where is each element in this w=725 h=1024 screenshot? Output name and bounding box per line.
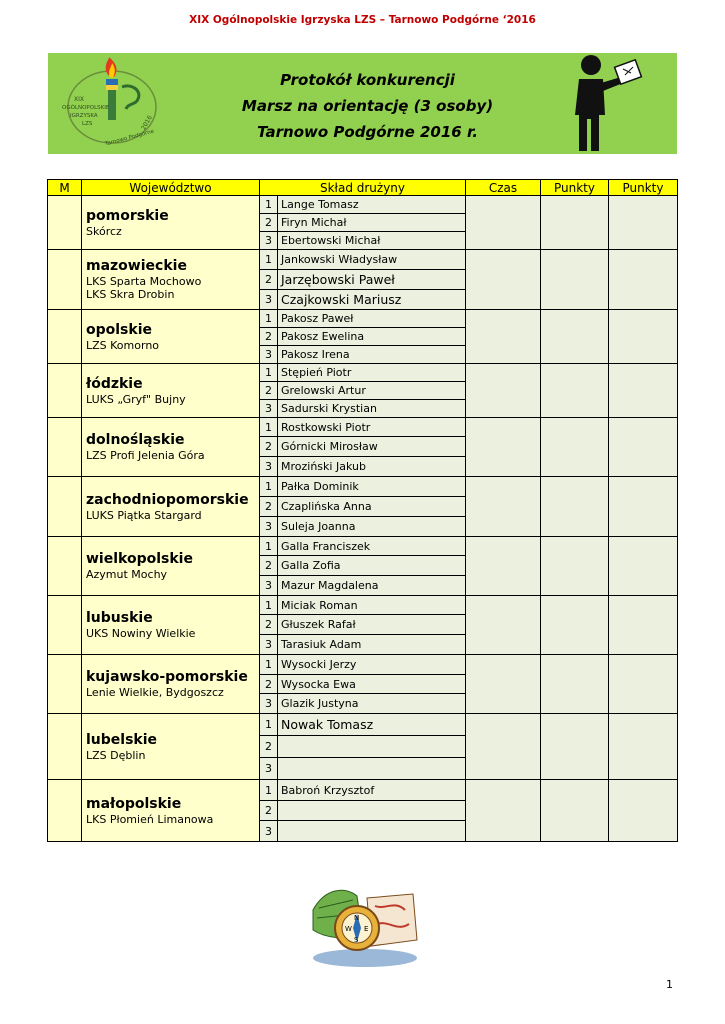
svg-text:E: E [364, 925, 369, 933]
points-cell-2[interactable] [609, 310, 678, 364]
voivodeship-cell [82, 780, 260, 842]
points-cell-2[interactable] [609, 714, 678, 780]
table-row [48, 418, 678, 437]
points-cell-1[interactable] [541, 418, 609, 477]
table-row [48, 196, 678, 214]
member-number: 2 [260, 497, 278, 517]
banner-line-3: Tarnowo Podgórne 2016 r. [257, 123, 478, 141]
member-number: 2 [260, 615, 278, 635]
member-number: 2 [260, 214, 278, 232]
member-name [278, 758, 466, 780]
logo-text-xix: XIX [74, 96, 84, 103]
table-row [48, 655, 678, 675]
member-number: 1 [260, 310, 278, 328]
place-cell [48, 780, 82, 842]
col-header-points-1: Punkty [541, 180, 609, 196]
points-cell-1[interactable] [541, 537, 609, 596]
member-name: Galla Franciszek [278, 537, 466, 556]
voivodeship-cell [82, 418, 260, 477]
member-name: Czaplińska Anna [278, 497, 466, 517]
club-name: LZS Dęblin [86, 748, 146, 762]
voivodeship-cell [82, 655, 260, 714]
member-name: Suleja Joanna [278, 517, 466, 537]
member-number: 1 [260, 250, 278, 270]
member-name: Pakosz Paweł [278, 310, 466, 328]
logo-text-place: Tarnowo Podgórne [104, 128, 155, 148]
member-name: Wysocki Jerzy [278, 655, 466, 675]
points-cell-2[interactable] [609, 364, 678, 418]
member-number: 2 [260, 382, 278, 400]
voivodeship-name: wielkopolskie [86, 551, 193, 567]
points-cell-1[interactable] [541, 196, 609, 250]
place-cell [48, 196, 82, 250]
time-cell[interactable] [466, 310, 541, 364]
col-header-m: M [48, 180, 82, 196]
svg-text:N: N [354, 914, 360, 922]
member-number: 1 [260, 364, 278, 382]
member-name: Wysocka Ewa [278, 675, 466, 694]
logo-text-year: 2016 [140, 114, 154, 132]
banner-title [178, 67, 557, 145]
voivodeship-cell [82, 714, 260, 780]
member-name: Pakosz Irena [278, 346, 466, 364]
club-name: LKS Skra Drobin [86, 288, 175, 301]
club-name: LKS Sparta Mochowo [86, 275, 202, 288]
col-header-time: Czas [466, 180, 541, 196]
svg-text:S: S [354, 936, 359, 944]
club-name: LUKS „Gryf" Bujny [86, 392, 186, 406]
member-number: 2 [260, 801, 278, 821]
points-cell-2[interactable] [609, 196, 678, 250]
table-row [48, 537, 678, 556]
table-row [48, 310, 678, 328]
member-number: 1 [260, 780, 278, 801]
member-name [278, 821, 466, 842]
member-name: Ebertowski Michał [278, 232, 466, 250]
place-cell [48, 477, 82, 537]
time-cell[interactable] [466, 714, 541, 780]
member-number: 1 [260, 714, 278, 736]
results-table [47, 179, 678, 842]
col-header-points-2: Punkty [609, 180, 678, 196]
place-cell [48, 364, 82, 418]
voivodeship-name: małopolskie [86, 795, 182, 812]
member-number: 3 [260, 694, 278, 714]
member-number: 1 [260, 596, 278, 615]
member-name: Lange Tomasz [278, 196, 466, 214]
banner-line-2: Marsz na orientację (3 osoby) [241, 97, 494, 115]
member-number: 3 [260, 758, 278, 780]
place-cell [48, 418, 82, 477]
logo-text-igrzyska: IGRZYSKA [70, 113, 98, 119]
points-cell-2[interactable] [609, 655, 678, 714]
member-name: Nowak Tomasz [278, 714, 466, 736]
voivodeship-name: lubelskie [86, 731, 158, 748]
member-name: Miciak Roman [278, 596, 466, 615]
member-number: 2 [260, 736, 278, 758]
member-number: 2 [260, 675, 278, 694]
member-name: Mazur Magdalena [278, 576, 466, 596]
voivodeship-cell [82, 477, 260, 537]
points-cell-1[interactable] [541, 310, 609, 364]
voivodeship-cell [82, 250, 260, 310]
place-cell [48, 537, 82, 596]
member-number: 3 [260, 821, 278, 842]
time-cell[interactable] [466, 655, 541, 714]
voivodeship-name: pomorskie [86, 207, 169, 224]
member-number: 1 [260, 655, 278, 675]
points-cell-2[interactable] [609, 250, 678, 310]
svg-text:W: W [345, 925, 352, 933]
voivodeship-cell [82, 364, 260, 418]
member-name: Górnicki Mirosław [278, 437, 466, 457]
member-name: Pałka Dominik [278, 477, 466, 497]
voivodeship-name: mazowieckie [86, 258, 187, 274]
time-cell[interactable] [466, 596, 541, 655]
member-number: 1 [260, 418, 278, 437]
member-name: Galla Zofia [278, 556, 466, 576]
time-cell[interactable] [466, 196, 541, 250]
points-cell-2[interactable] [609, 477, 678, 537]
member-name [278, 801, 466, 821]
voivodeship-cell [82, 310, 260, 364]
place-cell [48, 714, 82, 780]
points-cell-2[interactable] [609, 537, 678, 596]
member-number: 2 [260, 437, 278, 457]
points-cell-1[interactable] [541, 250, 609, 310]
time-cell[interactable] [466, 418, 541, 477]
member-number: 2 [260, 328, 278, 346]
table-header-row [48, 180, 678, 196]
member-name: Głuszek Rafał [278, 615, 466, 635]
member-number: 3 [260, 346, 278, 364]
col-header-team: Skład drużyny [260, 180, 466, 196]
table-row [48, 596, 678, 615]
member-number: 2 [260, 556, 278, 576]
club-name: LZS Komorno [86, 338, 160, 352]
page-number: 1 [666, 978, 673, 991]
logo-text-lzs: LZS [82, 121, 93, 127]
member-name: Mroziński Jakub [278, 457, 466, 477]
member-number: 1 [260, 477, 278, 497]
points-cell-1[interactable] [541, 364, 609, 418]
member-name: Rostkowski Piotr [278, 418, 466, 437]
points-cell-1[interactable] [541, 714, 609, 780]
col-header-voivodeship: Województwo [82, 180, 260, 196]
table-row [48, 780, 678, 801]
member-name: Jankowski Władysław [278, 250, 466, 270]
member-number: 3 [260, 290, 278, 310]
club-name: LUKS Piątka Stargard [86, 508, 202, 522]
torch-logo [52, 57, 172, 150]
member-name: Tarasiuk Adam [278, 635, 466, 655]
points-cell-2[interactable] [609, 418, 678, 477]
member-name: Grelowski Artur [278, 382, 466, 400]
member-number: 1 [260, 196, 278, 214]
table-row [48, 714, 678, 736]
title-banner [48, 53, 677, 154]
points-cell-1[interactable] [541, 655, 609, 714]
voivodeship-cell [82, 537, 260, 596]
table-row [48, 250, 678, 270]
member-number: 1 [260, 537, 278, 556]
logo-text-ogolnopolskie: OGÓLNOPOLSKIE [62, 105, 110, 111]
club-name: Azymut Mochy [86, 568, 168, 581]
member-name: Jarzębowski Paweł [278, 270, 466, 290]
voivodeship-name: opolskie [86, 321, 152, 338]
table-row [48, 477, 678, 497]
member-name: Glazik Justyna [278, 694, 466, 714]
member-name: Stępień Piotr [278, 364, 466, 382]
place-cell [48, 655, 82, 714]
points-cell-1[interactable] [541, 477, 609, 537]
member-number: 3 [260, 517, 278, 537]
member-name: Firyn Michał [278, 214, 466, 232]
voivodeship-cell [82, 196, 260, 250]
club-name: LKS Płomień Limanowa [86, 812, 214, 826]
member-number: 3 [260, 576, 278, 596]
voivodeship-name: łódzkie [86, 375, 143, 392]
time-cell[interactable] [466, 537, 541, 596]
member-number: 3 [260, 232, 278, 250]
voivodeship-name: zachodniopomorskie [86, 491, 249, 508]
voivodeship-name: kujawsko-pomorskie [86, 669, 248, 685]
time-cell[interactable] [466, 250, 541, 310]
member-name: Babroń Krzysztof [278, 780, 466, 801]
points-cell-2[interactable] [609, 780, 678, 842]
compass-map-clipart [305, 880, 420, 970]
member-name [278, 736, 466, 758]
time-cell[interactable] [466, 780, 541, 842]
time-cell[interactable] [466, 364, 541, 418]
person-with-map-icon [569, 53, 649, 154]
voivodeship-name: lubuskie [86, 610, 153, 626]
points-cell-1[interactable] [541, 596, 609, 655]
member-number: 3 [260, 400, 278, 418]
club-name: Lenie Wielkie, Bydgoszcz [86, 686, 224, 699]
member-number: 3 [260, 457, 278, 477]
points-cell-2[interactable] [609, 596, 678, 655]
club-name: UKS Nowiny Wielkie [86, 627, 196, 640]
voivodeship-cell [82, 596, 260, 655]
member-name: Czajkowski Mariusz [278, 290, 466, 310]
document-header: XIX Ogólnopolskie Igrzyska LZS – Tarnowo Podgórne ‘2016 [189, 14, 536, 26]
place-cell [48, 310, 82, 364]
club-name: Skórcz [86, 224, 122, 238]
club-name: LZS Profi Jelenia Góra [86, 449, 205, 462]
points-cell-1[interactable] [541, 780, 609, 842]
time-cell[interactable] [466, 477, 541, 537]
table-row [48, 364, 678, 382]
place-cell [48, 250, 82, 310]
place-cell [48, 596, 82, 655]
banner-line-1: Protokół konkurencji [280, 71, 455, 89]
member-number: 2 [260, 270, 278, 290]
voivodeship-name: dolnośląskie [86, 432, 185, 448]
member-number: 3 [260, 635, 278, 655]
member-name: Sadurski Krystian [278, 400, 466, 418]
member-name: Pakosz Ewelina [278, 328, 466, 346]
